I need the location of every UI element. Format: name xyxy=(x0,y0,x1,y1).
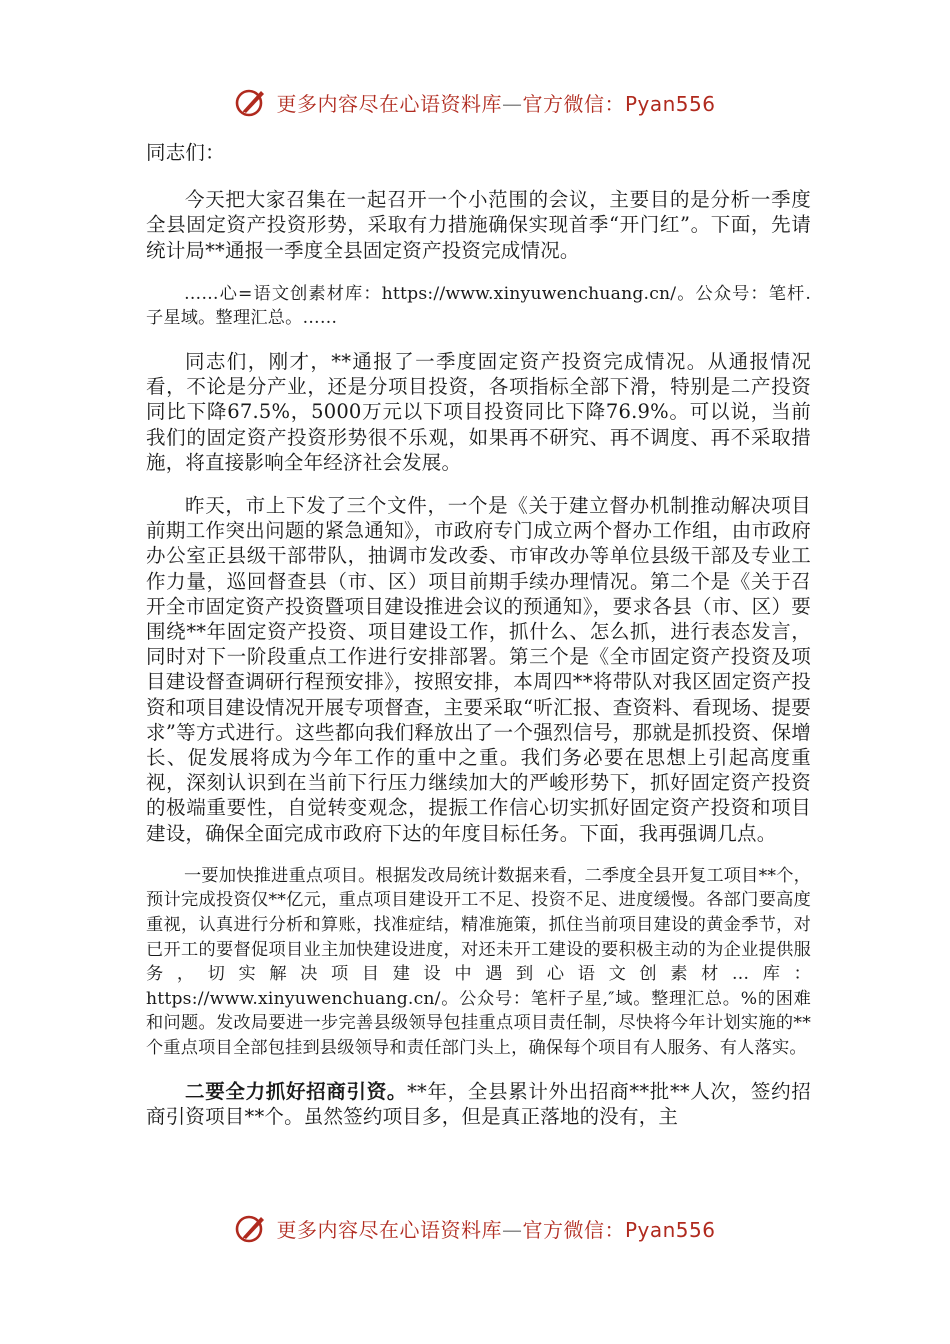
paragraph-intro: 今天把大家召集在一起召开一个小范围的会议，主要目的是分析一季度全县固定资产投资形势，采取有力措施确保实现首季“开门红”。下面，先请统计局**通报一季度全县固定资产投资完成情况。 xyxy=(146,188,811,262)
section-heading: 二要全力抓好招商引资。 xyxy=(185,1079,408,1103)
banner-wechat: 官方微信：Pyan556 xyxy=(522,91,716,116)
banner-dash: — xyxy=(501,1217,523,1242)
banner-title: 更多内容尽在心语资料库 xyxy=(276,1217,502,1242)
paragraph-documents: 昨天，市上下发了三个文件，一个是《关于建立督办机制推动解决项目前期工作突出问题的紧急通知》，市政府专门成立两个督办工作组，由市政府办公室正县级干部带队，抽调市发改委、市审改办等单位县级干部及专业工作力量，巡回督查县（市、区）项目前期手续办理情况。第二个是《关于召开全市固定资产投资暨项目建设推进会议的预通知》，要求各县（市、区）要围绕**年固定资产投资、项目建设工作，抓什么、怎么抓，进行表态发言，同时对下一阶段重点工作进行安排部署。第三个是《全市固定资产投资及项目建设督查调研行程预安排》，按照安排，本周四**将带队对我区固定资产投资和项目建设情况开展专项督查，主要采取“听汇报、查资料、看现场、提要求”等方式进行。这些都向我们释放出了一个强烈信号，那就是抓投资、保增长、促发展将成为今年工作的重中之重。我们务必要在思想上引起高度重视，深刻认识到在当前下行压力继续加大的严峻形势下，抓好固定资产投资的极端重要性，自觉转变观念，提振工作信心切实抓好固定资产投资和项目建设，确保全面完成市政府下达的年度目标任务。下面，我再强调几点。 xyxy=(146,494,811,845)
banner-text xyxy=(276,1214,715,1243)
banner-wechat: 官方微信：Pyan556 xyxy=(522,1217,716,1242)
banner-dash: — xyxy=(501,91,523,116)
footer-watermark-banner xyxy=(0,1208,950,1248)
paragraph-situation: 同志们，刚才，**通报了一季度固定资产投资完成情况。从通报情况看，不论是分产业，还是分项目投资，各项指标全部下滑，特别是二产投资同比下降67.5%，5000万元以下项目投资同比下降76.9%。可以说，当前我们的固定资产投资形势很不乐观，如果再不研究、再不调度、再不采取措施，将直接影响全年经济社会发展。 xyxy=(146,350,811,474)
paragraph-source-note: ……心=语文创素材库：https://www.xinyuwenchuang.cn/。公众号：笔杆.子星域。整理汇总。…… xyxy=(146,283,811,329)
paragraph-investment-text: **年，全县累计外出招商**批**人次，签约招商引资项目**个。虽然签约项目多，但是真正落地的没有，主 xyxy=(146,1079,811,1128)
document-body xyxy=(146,140,811,1129)
banner-title: 更多内容尽在心语资料库 xyxy=(276,91,502,116)
banner-text xyxy=(276,88,715,117)
header-watermark-banner xyxy=(0,82,950,122)
paragraph-key-projects: 一要加快推进重点项目。根据发改局统计数据来看，二季度全县开复工项目**个，预计完成投资仅**亿元，重点项目建设开工不足、投资不足、进度缓慢。各部门要高度重视，认真进行分析和算账，找准症结，精准施策，抓住当前项目建设的黄金季节，对已开工的要督促项目业主加快建设进度，对还未开工建设的要积极主动的为企业提供服务，切实解决项目建设中遇到心语文创素材…库：https://www.xinyuwenchuang.cn/。公众号：笔杆子星,″域。整理汇总。%的困难和问题。发改局要进一步完善县级领导包挂重点项目责任制，尽快将今年计划实施的**个重点项目全部包挂到县级领导和责任部门头上，确保每个项目有人服务、有人落实。 xyxy=(146,865,811,1059)
quill-logo-icon xyxy=(234,85,268,119)
salutation: 同志们： xyxy=(146,141,225,164)
quill-logo-icon xyxy=(234,1211,268,1245)
paragraph-investment xyxy=(146,1079,811,1129)
